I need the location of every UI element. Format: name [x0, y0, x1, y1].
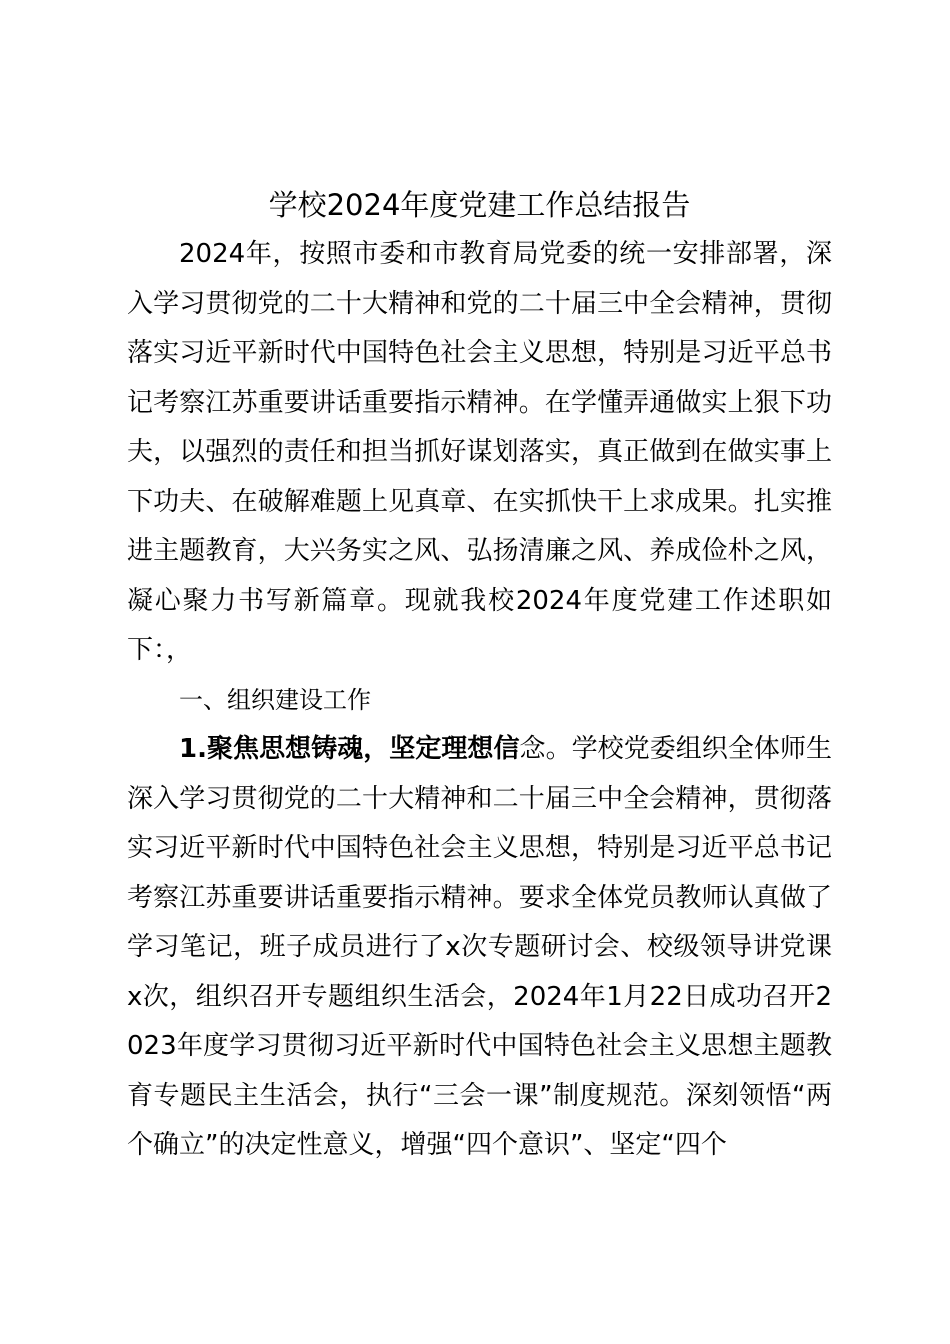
document-page — [127, 180, 832, 1171]
section-heading: 一、组织建设工作 — [179, 685, 371, 714]
document-title: 学校2024年度党建工作总结报告 — [268, 188, 691, 222]
item-lead: 1.聚焦思想铸魂，坚定理想信 — [179, 734, 520, 764]
item-paragraph — [127, 725, 832, 1171]
item-body: 念。学校党委组织全体师生深入学习贯彻党的二十大精神和二十届三中全会精神，贯彻落实习近平新时代中国特色社会主义思想，特别是习近平总书记考察江苏重要讲话重要指示精神。要求全体党员教师认真做了学习笔记，班子成员进行了x次专题研讨会、校级领导讲党课x次，组织召开专题组织生活会，2024年1月22日成功召开2023年度学习贯彻习近平新时代中国特色社会主义思想主题教育专题民主生活会，执行“三会一课”制度规范。深刻领悟“两个确立”的决定性意义，增强“四个意识”、坚定“四个 — [127, 734, 832, 1160]
intro-paragraph: 2024年，按照市委和市教育局党委的统一安排部署，深入学习贯彻党的二十大精神和党的二十届三中全会精神，贯彻落实习近平新时代中国特色社会主义思想，特别是习近平总书记考察江苏重要讲话重要指示精神。在学懂弄通做实上狠下功夫，以强烈的责任和担当抓好谋划落实，真正做到在做实事上下功夫、在破解难题上见真章、在实抓快干上求成果。扎实推进主题教育，大兴务实之风、弘扬清廉之风、养成俭朴之风，凝心聚力书写新篇章。现就我校2024年度党建工作述职如下：， — [127, 239, 832, 665]
